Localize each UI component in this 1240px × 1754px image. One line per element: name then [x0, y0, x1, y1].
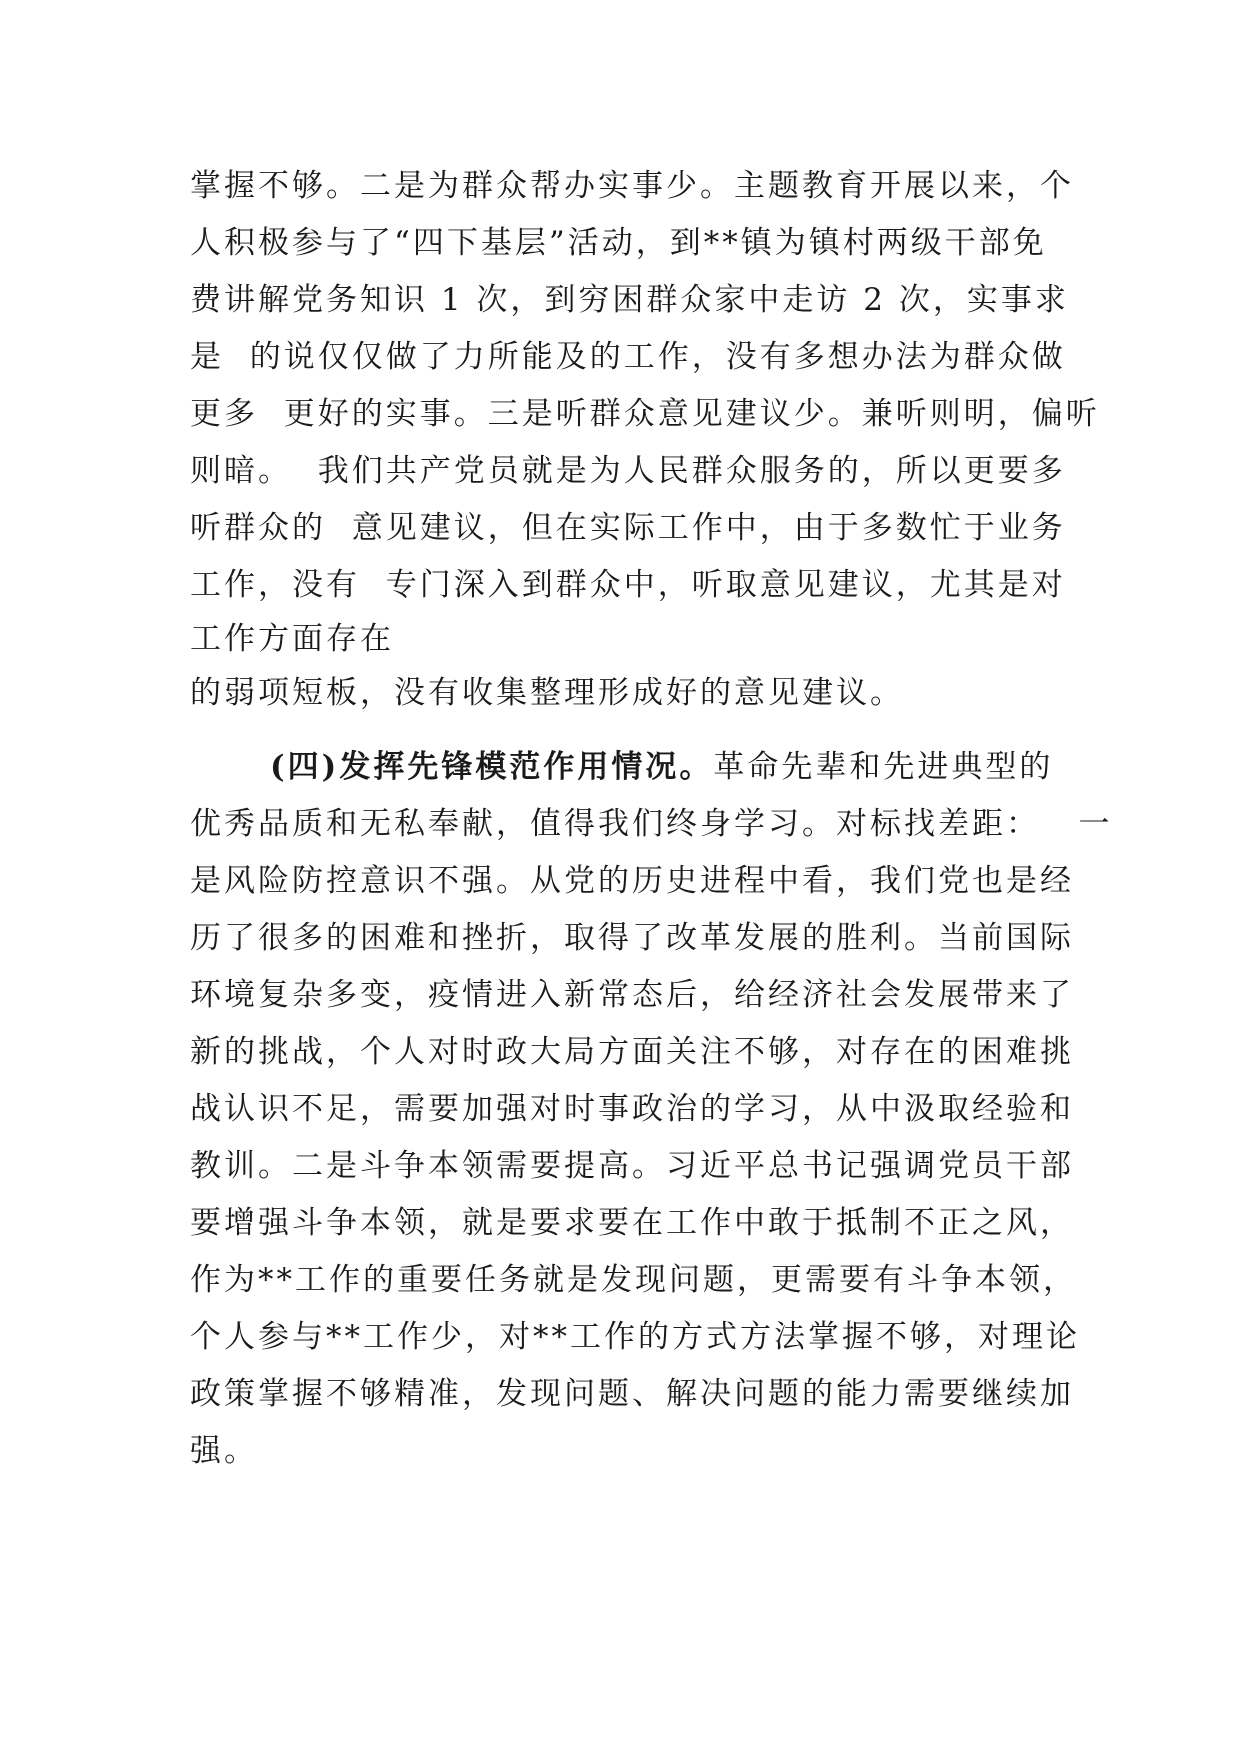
text-line: 更多 更好的实事。三是听群众意见建议少。兼听则明，偏听: [190, 396, 1100, 432]
text-line: 作为**工作的重要任务就是发现问题，更需要有斗争本领，: [190, 1262, 1077, 1298]
section-heading-line: [270, 747, 1053, 787]
text-line: 政策掌握不够精准，发现问题、解决问题的能力需要继续加: [190, 1376, 1074, 1412]
text-line: 人积极参与了“四下基层”活动，到**镇为镇村两级干部免: [190, 225, 1047, 261]
text-line: 则暗。 我们共产党员就是为人民群众服务的，所以更要多: [190, 453, 1066, 489]
text-line: 要增强斗争本领，就是要求要在工作中敢于抵制不正之风，: [190, 1205, 1074, 1241]
text-line: 工作方面存在: [190, 621, 394, 657]
section-heading: (四)发挥先锋模范作用情况。: [270, 749, 714, 785]
text-line: 环境复杂多变，疫情进入新常态后，给经济社会发展带来了: [190, 977, 1074, 1013]
text-line: 战认识不足，需要加强对时事政治的学习，从中汲取经验和: [190, 1091, 1074, 1127]
text-line: 工作，没有 专门深入到群众中，听取意见建议，尤其是对: [190, 567, 1066, 603]
text-line: 新的挑战，个人对时政大局方面关注不够，对存在的困难挑: [190, 1034, 1074, 1070]
text-line: 优秀品质和无私奉献，值得我们终身学习。对标找差距： 一: [190, 806, 1113, 842]
text-line: 的弱项短板，没有收集整理形成好的意见建议。: [190, 675, 904, 711]
text-line: 费讲解党务知识 1 次，到穷困群众家中走访 2 次，实事求: [190, 282, 1069, 318]
text-line: 历了很多的困难和挫折，取得了改革发展的胜利。当前国际: [190, 920, 1074, 956]
text-line: 强。: [190, 1433, 258, 1469]
text-line: 听群众的 意见建议，但在实际工作中，由于多数忙于业务: [190, 510, 1066, 546]
text-line: 是风险防控意识不强。从党的历史进程中看，我们党也是经: [190, 863, 1074, 899]
text-span: 革命先辈和先进典型的: [713, 749, 1054, 785]
text-line: 掌握不够。二是为群众帮办实事少。主题教育开展以来，个: [190, 168, 1074, 204]
text-line: 是 的说仅仅做了力所能及的工作，没有多想办法为群众做: [190, 339, 1066, 375]
text-line: 个人参与**工作少，对**工作的方式方法掌握不够，对理论: [190, 1319, 1080, 1355]
text-line: 教训。二是斗争本领需要提高。习近平总书记强调党员干部: [190, 1148, 1074, 1184]
